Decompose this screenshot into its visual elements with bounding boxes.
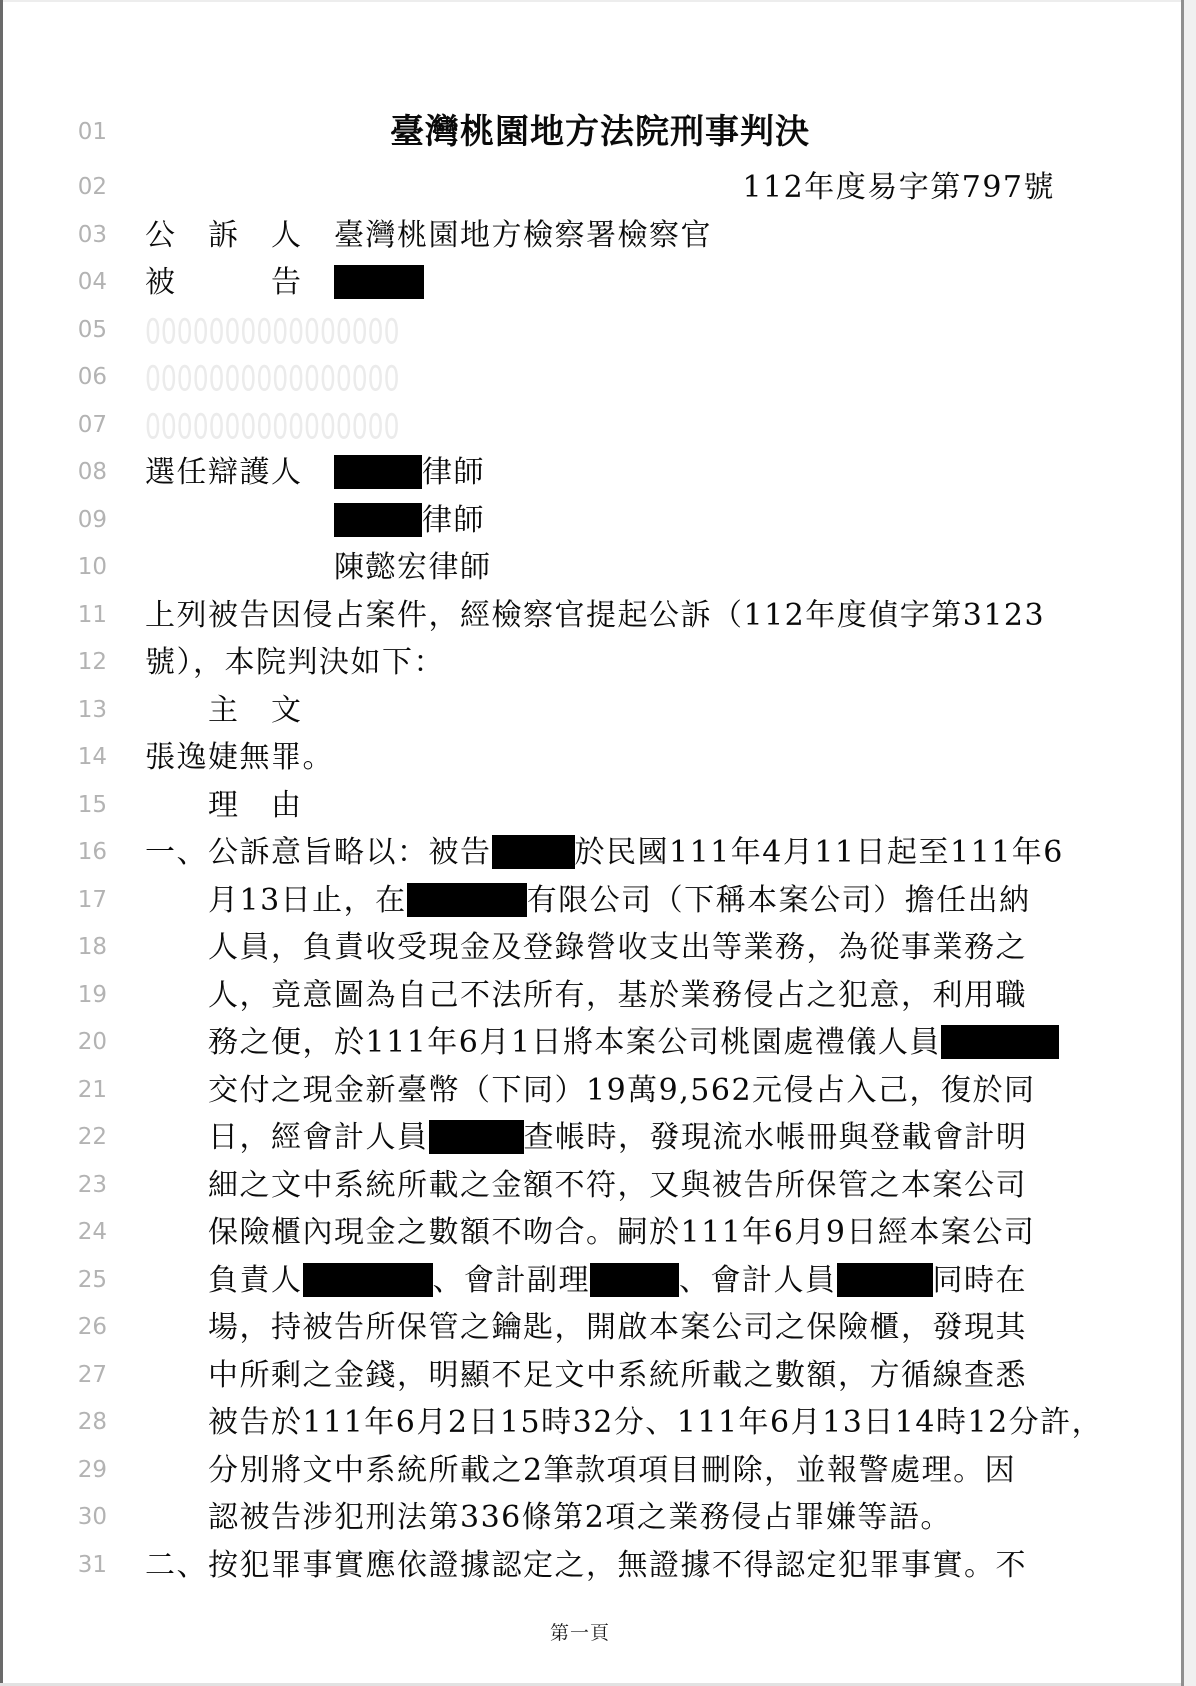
line-text xyxy=(145,592,1055,640)
line-text xyxy=(145,1304,1055,1352)
line-text xyxy=(145,734,1055,782)
document-line xyxy=(48,164,1180,212)
line-number: 09 xyxy=(77,506,107,533)
line-text xyxy=(145,497,1055,545)
line-text xyxy=(145,1399,1104,1447)
line-number: 14 xyxy=(77,744,107,770)
line-number: 16 xyxy=(77,839,107,865)
line-text xyxy=(145,687,1055,735)
text-segment: 112年度易字第797號 xyxy=(742,170,1055,205)
text-segment: 0000000000000000 xyxy=(145,310,400,352)
text-segment: 月13日止，在 xyxy=(208,882,407,918)
text-segment: 中所剩之金錢，明顯不足文中系統所載之數額，方循線查悉 xyxy=(208,1357,1027,1393)
line-number: 25 xyxy=(77,1266,107,1293)
redaction-box xyxy=(334,503,422,537)
redaction-box xyxy=(407,883,527,917)
line-number: 29 xyxy=(77,1456,107,1483)
document-line xyxy=(48,1209,1180,1257)
document-line xyxy=(48,1304,1180,1352)
document-line xyxy=(48,402,1180,450)
line-number: 26 xyxy=(77,1314,107,1340)
text-segment: 交付之現金新臺幣（下同）19萬9,562元侵占入己，復於同 xyxy=(208,1072,1036,1108)
line-text xyxy=(145,1162,1055,1210)
text-segment: 於民國111年4月11日起至111年6 xyxy=(574,835,1064,870)
line-number: 13 xyxy=(77,696,107,723)
text-segment: 有限公司（下稱本案公司）擔任出納 xyxy=(526,882,1031,918)
line-text xyxy=(145,1209,1055,1257)
text-segment: 選任辯護人 xyxy=(145,455,334,490)
text-segment: 律師 xyxy=(422,455,485,490)
text-segment: 人員，負責收受現金及登錄營收支出等業務，為從事業務之 xyxy=(208,930,1027,965)
line-number: 07 xyxy=(77,411,107,438)
line-number: 28 xyxy=(77,1409,107,1435)
page-number: 第一頁 xyxy=(549,1622,610,1644)
document-line xyxy=(48,1114,1180,1162)
document-line xyxy=(48,497,1180,545)
document-line xyxy=(48,734,1180,782)
line-number: 21 xyxy=(77,1076,107,1103)
line-number: 19 xyxy=(77,981,107,1008)
text-segment: 認被告涉犯刑法第336條第2項之業務侵占罪嫌等語。 xyxy=(208,1500,952,1535)
line-number: 06 xyxy=(77,364,107,390)
line-text xyxy=(145,1067,1055,1115)
line-number: 03 xyxy=(77,221,107,248)
text-segment: 臺灣桃園地方法院刑事判決 xyxy=(390,112,810,152)
text-segment: 0000000000000000 xyxy=(145,405,400,447)
text-segment: 同時在 xyxy=(932,1262,1027,1298)
right-gutter xyxy=(1181,0,1196,1686)
line-text xyxy=(145,164,1055,212)
line-number: 20 xyxy=(77,1029,107,1055)
document-line xyxy=(48,1257,1180,1305)
line-number: 17 xyxy=(77,886,107,913)
redaction-box xyxy=(837,1263,933,1297)
line-text xyxy=(145,100,1055,164)
line-text xyxy=(145,1447,1055,1495)
document-line xyxy=(48,829,1180,877)
redaction-box xyxy=(941,1025,1059,1059)
line-text xyxy=(145,1542,1055,1590)
text-segment: 務之便，於111年6月1日將本案公司桃園處禮儀人員 xyxy=(208,1025,941,1060)
text-segment: 保險櫃內現金之數額不吻合。嗣於111年6月9日經本案公司 xyxy=(208,1215,1036,1250)
document-line xyxy=(48,1019,1180,1067)
text-segment: 被 告 xyxy=(145,265,334,300)
text-segment: 負責人 xyxy=(208,1262,303,1298)
document-line xyxy=(48,1067,1180,1115)
text-segment: 被告於111年6月2日15時32分、111年6月13日14時12分許， xyxy=(208,1405,1104,1440)
text-segment: 陳懿宏律師 xyxy=(334,550,492,585)
line-number: 22 xyxy=(77,1124,107,1150)
text-segment: 上列被告因侵占案件，經檢察官提起公訴（112年度偵字第3123 xyxy=(145,597,1046,633)
text-segment: 主 文 xyxy=(208,692,303,728)
text-segment: 、會計副理 xyxy=(432,1262,590,1298)
document-line xyxy=(48,212,1180,260)
line-text xyxy=(145,924,1055,972)
line-text xyxy=(145,402,1055,450)
document-line xyxy=(48,877,1180,925)
document-line xyxy=(48,687,1180,735)
line-text xyxy=(145,829,1064,877)
document-line xyxy=(48,1399,1180,1447)
text-segment: 號），本院判決如下： xyxy=(145,645,445,680)
text-segment: 理 由 xyxy=(208,787,303,823)
line-number: 05 xyxy=(77,316,107,343)
text-segment: 場，持被告所保管之鑰匙，開啟本案公司之保險櫃，發現其 xyxy=(208,1310,1027,1345)
line-text xyxy=(145,639,1055,687)
line-text xyxy=(145,1114,1055,1162)
text-segment: 一、公訴意旨略以：被告 xyxy=(145,835,492,870)
line-text xyxy=(145,877,1055,925)
text-segment: 、會計人員 xyxy=(679,1262,837,1298)
text-segment: 日，經會計人員 xyxy=(208,1120,429,1155)
document-line xyxy=(48,1352,1180,1400)
line-text xyxy=(145,782,1055,830)
line-number: 18 xyxy=(77,934,107,960)
redaction-box xyxy=(492,835,575,869)
document-line xyxy=(48,972,1180,1020)
document-line xyxy=(48,1447,1180,1495)
text-segment: 二、按犯罪事實應依證據認定之，無證據不得認定犯罪事實。不 xyxy=(145,1547,1027,1583)
line-number: 27 xyxy=(77,1361,107,1388)
line-text xyxy=(145,544,1055,592)
text-segment: 查帳時，發現流水帳冊與登載會計明 xyxy=(523,1120,1028,1155)
redaction-box xyxy=(334,265,424,299)
text-segment: 人，竟意圖為自己不法所有，基於業務侵占之犯意，利用職 xyxy=(208,977,1027,1013)
line-text xyxy=(145,1494,1055,1542)
document-line xyxy=(48,592,1180,640)
redaction-box xyxy=(429,1120,524,1154)
text-segment: 公 訴 人 臺灣桃園地方檢察署檢察官 xyxy=(145,217,712,253)
text-segment: 0000000000000000 xyxy=(145,358,400,399)
line-text xyxy=(145,1019,1055,1067)
document-line xyxy=(48,544,1180,592)
text-segment: 分別將文中系統所載之2筆款項項目刪除，並報警處理。因 xyxy=(208,1452,1017,1488)
line-text xyxy=(145,1352,1055,1400)
text-segment: 律師 xyxy=(422,502,485,538)
document-line xyxy=(48,1494,1180,1542)
line-text xyxy=(145,972,1055,1020)
line-number: 31 xyxy=(77,1551,107,1578)
document-line xyxy=(48,639,1180,687)
line-number: 10 xyxy=(77,554,107,580)
line-text xyxy=(145,212,1055,260)
text-segment: 細之文中系統所載之金額不符，又與被告所保管之本案公司 xyxy=(208,1167,1027,1203)
document-line xyxy=(48,924,1180,972)
redaction-box xyxy=(334,455,422,489)
line-number: 02 xyxy=(77,174,107,200)
redaction-box xyxy=(590,1263,679,1297)
document-line xyxy=(48,1162,1180,1210)
document-line xyxy=(48,1542,1180,1590)
line-number: 15 xyxy=(77,791,107,818)
document-line xyxy=(48,100,1180,164)
line-number: 12 xyxy=(77,649,107,675)
text-segment: 張逸婕無罪。 xyxy=(145,740,334,775)
page-footer xyxy=(0,1618,1160,1645)
line-number: 01 xyxy=(77,119,107,145)
redaction-box xyxy=(303,1263,433,1297)
line-number: 24 xyxy=(77,1219,107,1245)
document-line xyxy=(48,782,1180,830)
line-number: 23 xyxy=(77,1171,107,1198)
line-number: 30 xyxy=(77,1504,107,1530)
line-number: 04 xyxy=(77,269,107,295)
line-text xyxy=(145,1257,1055,1305)
document-lines xyxy=(48,100,1180,1589)
line-number: 08 xyxy=(77,459,107,485)
line-number: 11 xyxy=(77,601,107,628)
